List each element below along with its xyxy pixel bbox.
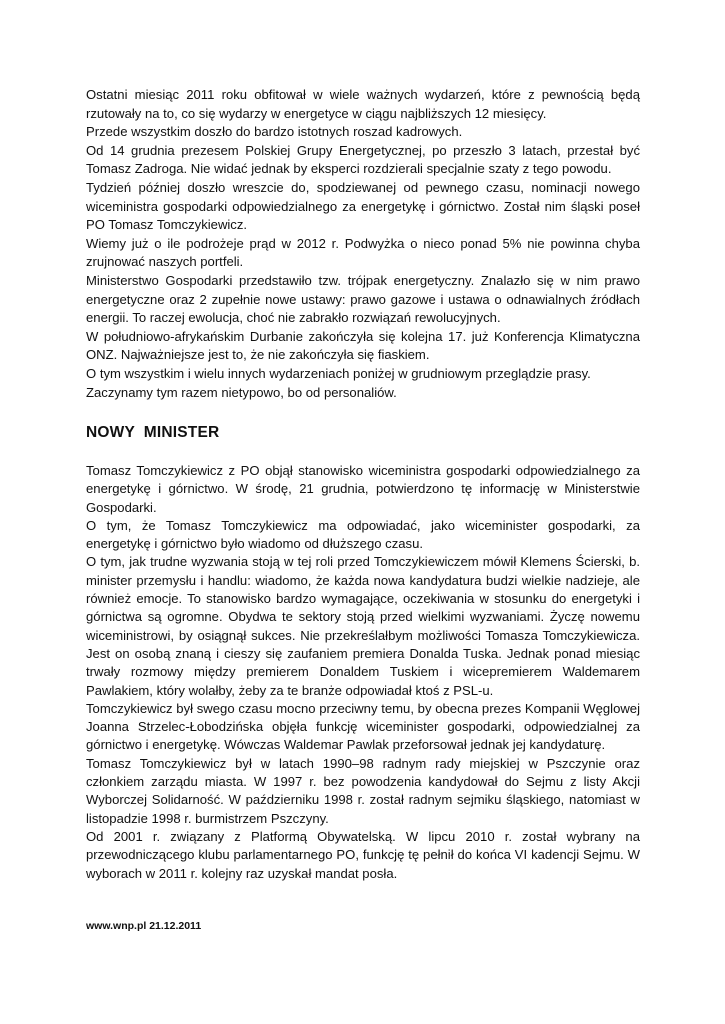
intro-paragraph: Ministerstwo Gospodarki przedstawiło tzw. trójpak energetyczny. Znalazło się w nim prawo energetyczne oraz 2 zupełnie nowe ustawy: prawo gazowe i ustawa o odnawialnych źródłach energii. To raczej ewolucja, choć nie zabrakło rozwiązań rewolucyjnych. <box>86 272 640 326</box>
intro-paragraph: Zaczynamy tym razem nietypowo, bo od personaliów. <box>86 384 397 400</box>
article-paragraph: Tomczykiewicz był swego czasu mocno przeciwny temu, by obecna prezes Kompanii Węglowej Joanna Strzelec-Łobodzińska objęła funkcję wiceminister gospodarki, odpowiedzialnej za górnictwo i energetykę. Wówczas Waldemar Pawlak przeforsował jednak jej kandydaturę. <box>86 700 640 753</box>
article-body <box>86 462 640 883</box>
source-footer: www.wnp.pl 21.12.2011 <box>86 920 202 932</box>
article-paragraph: O tym, że Tomasz Tomczykiewicz ma odpowiadać, jako wiceminister gospodarki, za energetykę i górnictwo było wiadomo od dłuższego czasu. <box>86 517 640 552</box>
section-heading: NOWY MINISTER <box>86 424 220 441</box>
intro-paragraph: Przede wszystkim doszło do bardzo istotnych roszad kadrowych. <box>86 124 463 140</box>
article-paragraph: Tomasz Tomczykiewicz z PO objął stanowisko wiceministra gospodarki odpowiedzialnego za energetykę i górnictwo. W środę, 21 grudnia, potwierdzono tę informację w Ministerstwie Gospodarki. <box>86 463 640 515</box>
intro-paragraph: Ostatni miesiąc 2011 roku obfitował w wiele ważnych wydarzeń, które z pewnością będą rzutowały na to, co się wydarzy w energetyce w ciągu najbliższych 12 miesięcy. <box>86 87 640 121</box>
article-paragraph: O tym, jak trudne wyzwania stoją w tej roli przed Tomczykiewiczem mówił Klemens Ścierski, b. minister przemysłu i handlu: wiadomo, że każda nowa kandydatura budzi wielkie nadzieje, ale również emocje. To stanowisko bardzo wymagające, oczekiwania w stosunku do energetyki i górnictwa są ogromne. Obydwa te sektory stoją przed wielkimi wyzwaniami. Życzę nowemu wiceministrowi, by osiągnął sukces. Nie przekreślałbym możliwości Tomasza Tomczykiewicza. Jest on osobą znaną i cieszy się zaufaniem premiera Donalda Tuska. Jednak ponad miesiąc trwały rozmowy między premierem Donaldem Tuskiem i wicepremierem Waldemarem Pawlakiem, który wolałby, żeby za te branże odpowiadał ktoś z PSL-u. <box>86 554 640 698</box>
intro-paragraph: Wiemy już o ile podrożeje prąd w 2012 r. Podwyżka o nieco ponad 5% nie powinna chyba zrujnować naszych portfeli. <box>86 235 640 270</box>
article-paragraph: Od 2001 r. związany z Platformą Obywatelską. W lipcu 2010 r. został wybrany na przewodniczącego klubu parlamentarnego PO, funkcję tę pełnił do końca VI kadencji Sejmu. W wyborach w 2011 r. kolejny raz uzyskał mandat posła. <box>86 828 640 881</box>
intro-paragraph: W południowo-afrykańskim Durbanie zakończyła się kolejna 17. już Konferencja Klimatyczna ONZ. Najważniejsze jest to, że nie zakończyła się fiaskiem. <box>86 328 640 363</box>
intro-paragraph: O tym wszystkim i wielu innych wydarzeniach poniżej w grudniowym przeglądzie prasy. <box>86 365 591 381</box>
article-paragraph: Tomasz Tomczykiewicz był w latach 1990–98 radnym rady miejskiej w Pszczynie oraz członkiem zarządu miasta. W 1997 r. bez powodzenia kandydował do Sejmu z listy Akcji Wyborczej Solidarność. W październiku 1998 r. został radnym sejmiku śląskiego, natomiast w listopadzie 1998 r. burmistrzem Pszczyny. <box>86 755 640 826</box>
intro-paragraph: Od 14 grudnia prezesem Polskiej Grupy Energetycznej, po przeszło 3 latach, przestał być Tomasz Zadroga. Nie widać jednak by eksperci rozdzierali specjalnie szaty z tego powodu. <box>86 142 640 177</box>
intro-paragraph: Tydzień później doszło wreszcie do, spodziewanej od pewnego czasu, nominacji nowego wiceministra gospodarki odpowiedzialnego za energetykę i górnictwo. Został nim śląski poseł PO Tomasz Tomczykiewicz. <box>86 179 640 233</box>
intro-section <box>86 86 640 402</box>
